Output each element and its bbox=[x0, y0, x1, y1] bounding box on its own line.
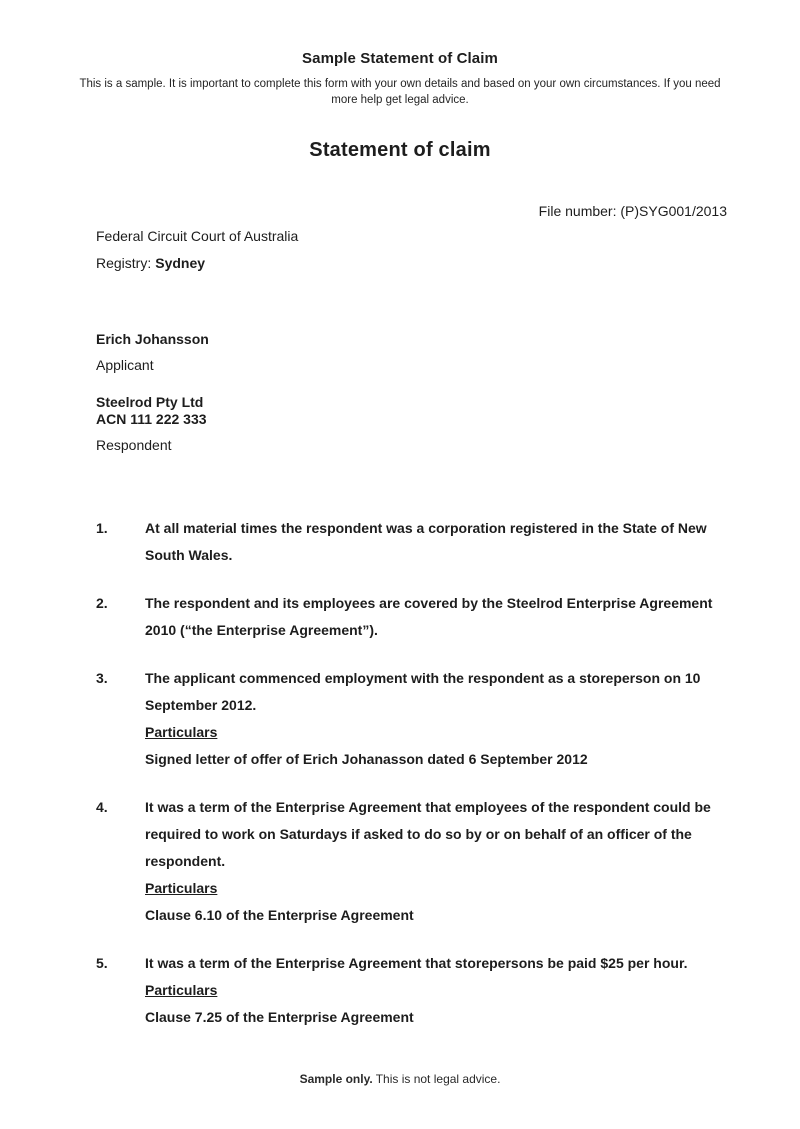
registry-line bbox=[96, 255, 800, 271]
particulars-text: Clause 6.10 of the Enterprise Agreement bbox=[145, 907, 414, 923]
claim-body bbox=[145, 794, 731, 929]
claims-list bbox=[96, 515, 800, 1031]
sample-header-title: Sample Statement of Claim bbox=[302, 50, 498, 67]
sample-header bbox=[0, 0, 800, 108]
party-applicant bbox=[96, 331, 800, 373]
parties-section bbox=[96, 331, 800, 453]
document-footer bbox=[0, 1072, 800, 1086]
claim-number: 5. bbox=[96, 955, 108, 971]
claim-text: The applicant commenced employment with the respondent as a storeperson on 10 September 2012. bbox=[145, 670, 701, 713]
claim-body bbox=[145, 590, 731, 644]
claim-item-3 bbox=[96, 665, 800, 773]
claim-body bbox=[145, 665, 731, 773]
party-role: Respondent bbox=[96, 437, 172, 453]
party-name: Steelrod Pty Ltd bbox=[96, 394, 204, 410]
document-title: Statement of claim bbox=[309, 139, 491, 161]
file-number: File number: (P)SYG001/2013 bbox=[538, 203, 727, 219]
claim-item-1 bbox=[96, 515, 800, 569]
claim-number: 2. bbox=[96, 595, 108, 611]
sample-header-note: This is a sample. It is important to complete this form with your own details and based on your own circumstances. If you need more help get legal advice. bbox=[79, 78, 721, 106]
claim-number: 1. bbox=[96, 520, 108, 536]
footer-disclaimer: This is not legal advice. bbox=[375, 1072, 501, 1086]
particulars-heading: Particulars bbox=[145, 982, 218, 998]
claim-text: It was a term of the Enterprise Agreement that storepersons be paid $25 per hour. bbox=[145, 955, 688, 971]
claim-item-4 bbox=[96, 794, 800, 929]
claim-number: 3. bbox=[96, 670, 108, 686]
claim-text: It was a term of the Enterprise Agreement that employees of the respondent could be required to work on Saturdays if asked to do so by or on behalf of an officer of the respondent. bbox=[145, 799, 711, 869]
particulars-text: Signed letter of offer of Erich Johanasson dated 6 September 2012 bbox=[145, 751, 588, 767]
claim-number: 4. bbox=[96, 799, 108, 815]
particulars-heading: Particulars bbox=[145, 880, 218, 896]
claim-body bbox=[145, 515, 731, 569]
claim-body bbox=[145, 950, 731, 1031]
registry-label: Registry: bbox=[96, 255, 152, 271]
party-name: Erich Johansson bbox=[96, 331, 209, 347]
particulars-heading: Particulars bbox=[145, 724, 218, 740]
footer-sample-label: Sample only. bbox=[299, 1072, 373, 1086]
claim-text: At all material times the respondent was a corporation registered in the State of New South Wales. bbox=[145, 520, 707, 563]
claim-item-5 bbox=[96, 950, 800, 1031]
registry-value: Sydney bbox=[155, 255, 206, 271]
claim-item-2 bbox=[96, 590, 800, 644]
party-role: Applicant bbox=[96, 357, 154, 373]
claim-text: The respondent and its employees are covered by the Steelrod Enterprise Agreement 2010 (“the Enterprise Agreement”). bbox=[145, 595, 713, 638]
party-respondent bbox=[96, 394, 800, 453]
particulars-text: Clause 7.25 of the Enterprise Agreement bbox=[145, 1009, 414, 1025]
party-acn: ACN 111 222 333 bbox=[96, 411, 207, 427]
court-name: Federal Circuit Court of Australia bbox=[96, 228, 299, 244]
